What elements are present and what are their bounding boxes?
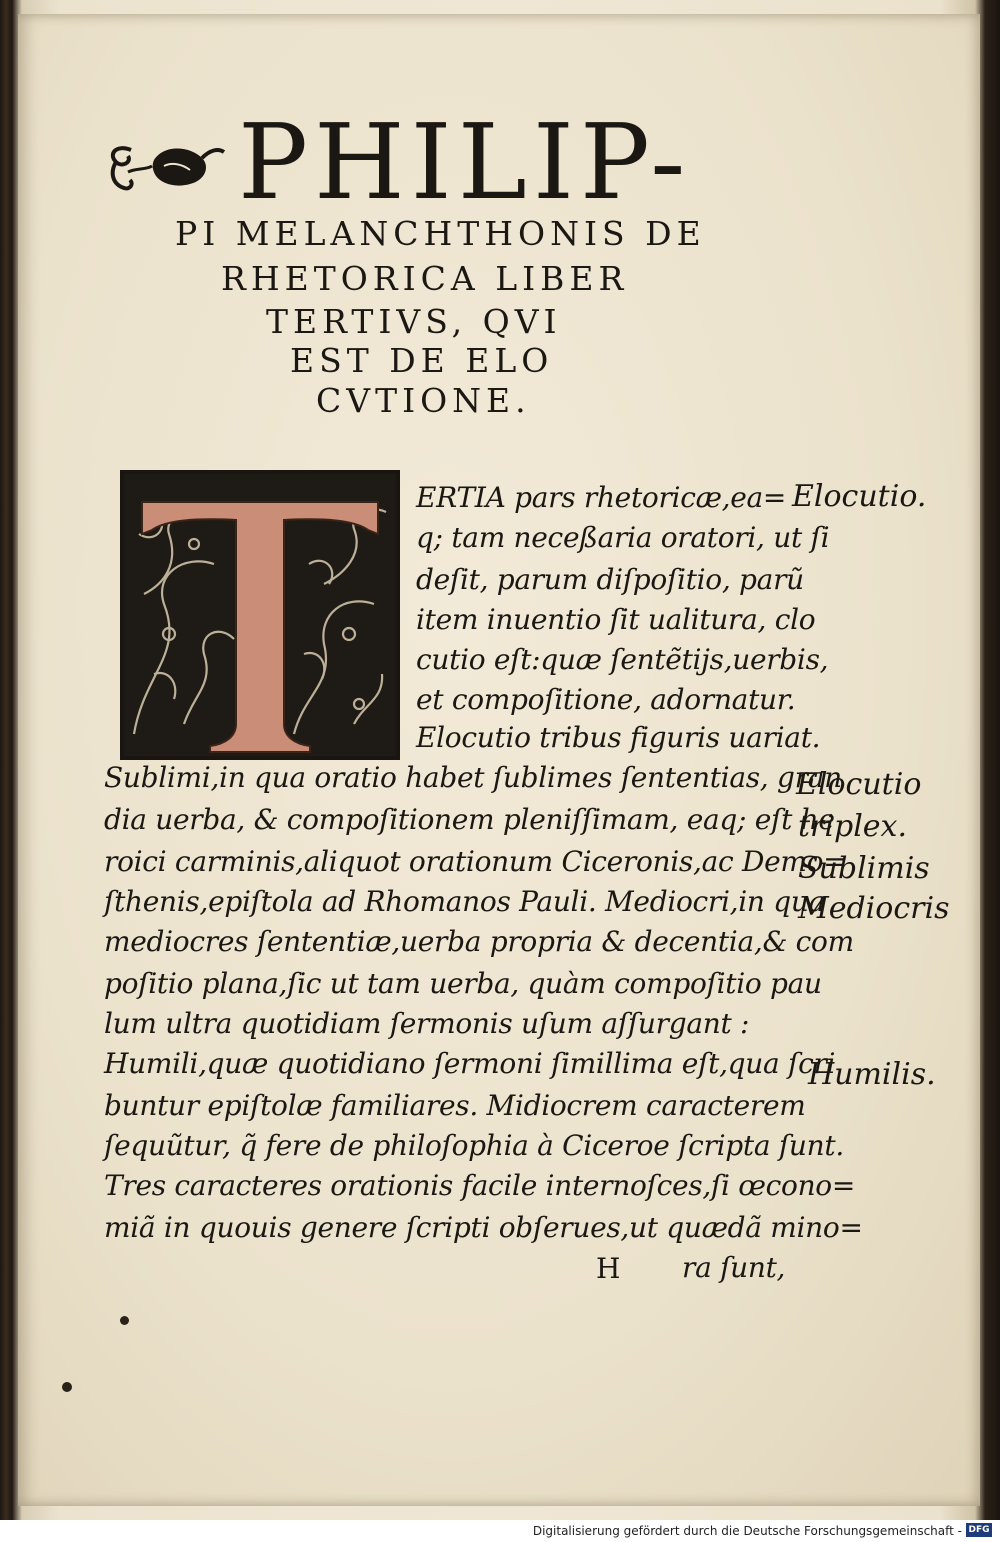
body-line: Tres caracteres orationis facile internoſces,ſi œcono=: [104, 1169, 856, 1202]
marginal-note: Sublimis: [798, 851, 930, 886]
ink-spot: [62, 1382, 72, 1392]
marginal-note: triplex.: [798, 809, 907, 844]
body-line: buntur epiſtolæ familiares. Midiocrem caracterem: [104, 1089, 806, 1122]
body-line: Elocutio tribus figuris uariat.: [416, 721, 821, 754]
title-line: RHETORICA LIBER: [221, 259, 629, 298]
body-line: item inuentio ſit ualitura, clo: [416, 603, 816, 636]
fleuron-ornament-icon: [106, 132, 226, 212]
foliage-ornament-icon: [124, 474, 396, 756]
body-line: miã in quouis genere ſcripti obſerues,ut quædã mino=: [104, 1211, 863, 1244]
marginal-note: Humilis.: [808, 1057, 936, 1092]
body-line: q; tam neceßaria oratori, ut ſi: [416, 521, 830, 554]
book-page: [18, 14, 980, 1506]
marginal-note: Mediocris: [798, 891, 950, 926]
marginal-note: Elocutio.: [792, 479, 927, 514]
ink-spot: [120, 1316, 129, 1325]
title-main: PHILIP-: [238, 101, 692, 223]
dfg-logo: DFG: [966, 1523, 992, 1537]
body-line: Humili,quæ quotidiano ſermoni ſimillima eſt,qua ſcri: [104, 1047, 836, 1080]
body-line: lum ultra quotidiam ſermonis uſum aſſurgant :: [104, 1007, 750, 1040]
body-line: et compoſitione, adornatur.: [416, 683, 796, 716]
digitization-footer: [0, 1520, 1000, 1542]
title-line: EST DE ELO: [290, 341, 554, 380]
title-line: CVTIONE.: [316, 381, 531, 420]
title-line: TERTIVS, QVI: [266, 302, 562, 341]
body-line: Sublimi,in qua oratio habet ſublimes ſententias, gran: [104, 761, 842, 794]
footer-text: Digitalisierung gefördert durch die Deutsche Forschungsgemeinschaft -: [532, 1524, 962, 1538]
body-line: ſequũtur, q̃ fere de philoſophia à Ciceroe ſcripta ſunt.: [104, 1129, 844, 1162]
body-line: dia uerba, & compoſitionem pleniſſimam, eaq; eſt he: [104, 803, 835, 836]
catchword: ra ſunt,: [682, 1251, 786, 1284]
body-line: cutio eſt:quæ ſentẽtijs,uerbis,: [416, 643, 829, 676]
body-line: roici carminis,aliquot orationum Ciceronis,ac Demo=: [104, 845, 847, 878]
body-line: mediocres ſententiæ,uerba propria & decentia,& com: [104, 925, 854, 958]
body-line: ERTIA pars rhetoricæ,ea=: [416, 481, 787, 514]
body-line: ſthenis,epiſtola ad Rhomanos Pauli. Mediocri,in qua: [104, 885, 825, 918]
body-line: poſitio plana,ſic ut tam uerba, quàm compoſitio pau: [104, 967, 822, 1000]
marginal-note: Elocutio: [796, 767, 922, 802]
body-line: deſit, parum diſpoſitio, parũ: [416, 563, 804, 596]
signature-mark: H: [596, 1252, 621, 1285]
decorated-initial: [120, 470, 400, 760]
title-line: PI MELANCHTHONIS DE: [175, 214, 706, 253]
